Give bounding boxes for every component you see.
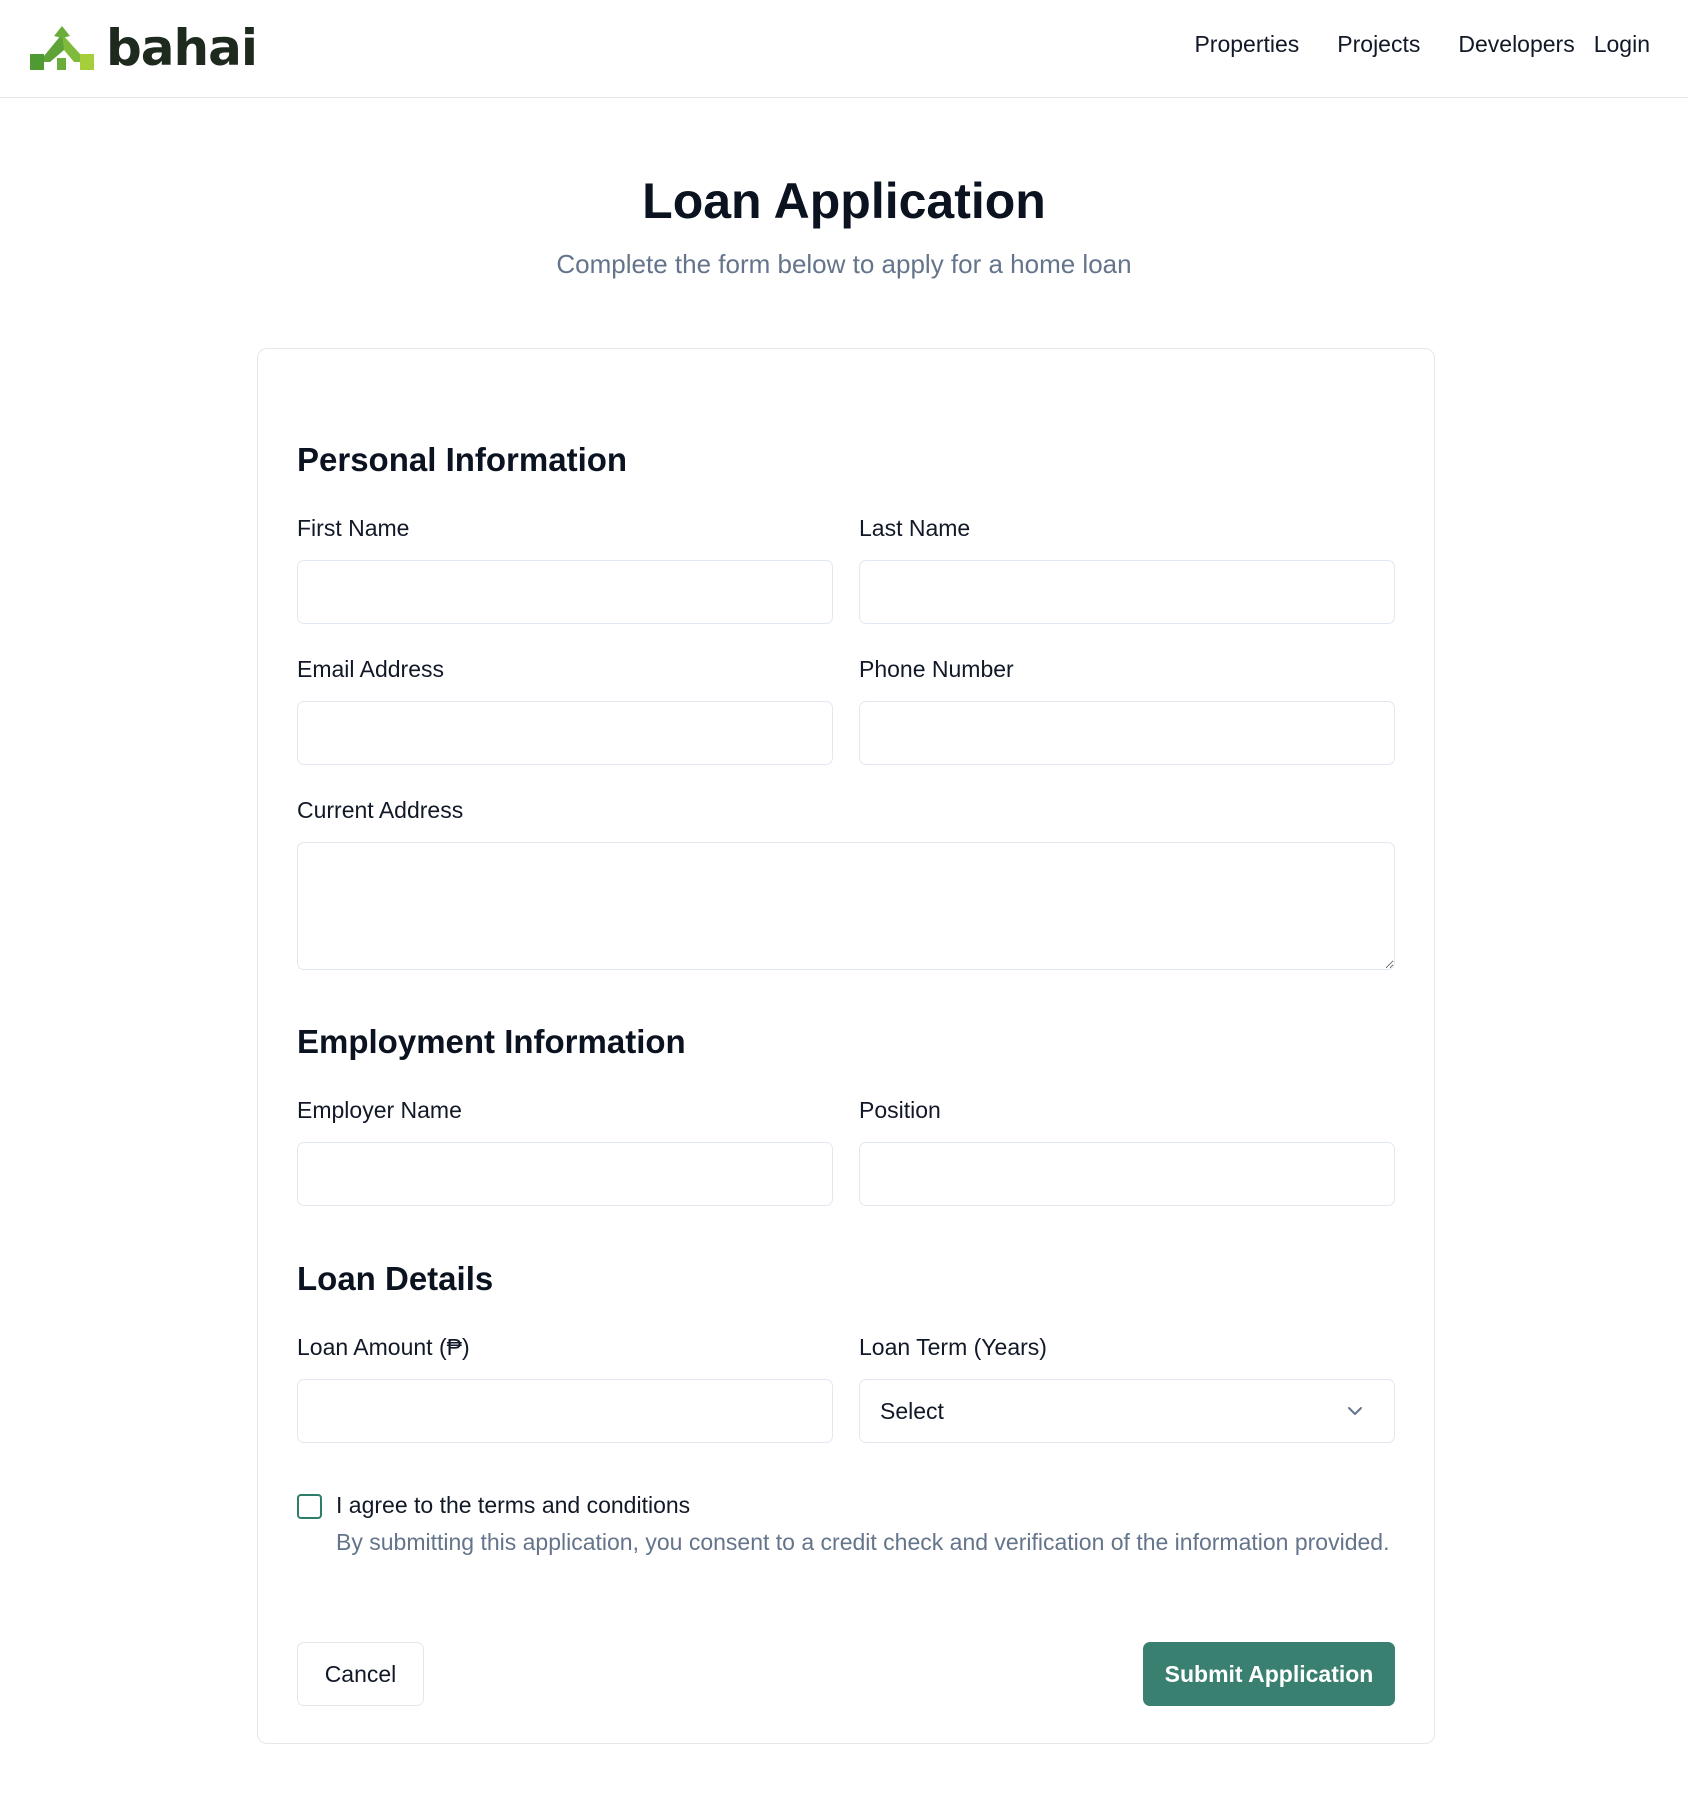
employer-input[interactable] <box>297 1142 833 1206</box>
terms-label[interactable]: I agree to the terms and conditions <box>336 1492 691 1518</box>
address-textarea[interactable] <box>297 842 1395 970</box>
last-name-label: Last Name <box>859 515 971 541</box>
phone-input[interactable] <box>859 701 1395 765</box>
loan-term-selected-value: Select <box>880 1397 944 1424</box>
loan-amount-label: Loan Amount (₱) <box>297 1334 470 1360</box>
section-title-employment: Employment Information <box>297 1023 686 1060</box>
position-input[interactable] <box>859 1142 1395 1206</box>
loan-term-label: Loan Term (Years) <box>859 1334 1047 1360</box>
position-label: Position <box>859 1097 941 1123</box>
cancel-button[interactable]: Cancel <box>297 1642 424 1706</box>
nav-projects[interactable]: Projects <box>1337 31 1421 57</box>
submit-application-button[interactable]: Submit Application <box>1143 1642 1395 1706</box>
first-name-label: First Name <box>297 515 410 541</box>
loan-term-select[interactable] <box>859 1379 1395 1443</box>
house-roof-icon <box>30 26 94 70</box>
consent-note: By submitting this application, you consent to a credit check and verification of the information provided. <box>336 1529 1390 1555</box>
loan-amount-input[interactable] <box>297 1379 833 1443</box>
top-navigation-bar <box>0 0 1688 98</box>
page-title: Loan Application <box>642 173 1046 229</box>
phone-label: Phone Number <box>859 656 1014 682</box>
brand-name: bahai <box>106 19 258 77</box>
chevron-down-icon <box>1346 1402 1364 1420</box>
address-label: Current Address <box>297 797 464 823</box>
section-title-loan: Loan Details <box>297 1260 494 1297</box>
loan-application-form <box>257 348 1435 1744</box>
main-nav <box>1194 31 1650 58</box>
nav-developers[interactable]: Developers <box>1458 31 1575 57</box>
section-title-personal: Personal Information <box>297 441 628 478</box>
terms-checkbox[interactable] <box>297 1494 322 1519</box>
employer-label: Employer Name <box>297 1097 462 1123</box>
email-input[interactable] <box>297 701 833 765</box>
nav-login[interactable]: Login <box>1593 31 1650 57</box>
page-subtitle: Complete the form below to apply for a home loan <box>556 249 1132 279</box>
last-name-input[interactable] <box>859 560 1395 624</box>
email-label: Email Address <box>297 656 445 682</box>
brand-logo[interactable] <box>30 19 258 77</box>
nav-properties[interactable]: Properties <box>1194 31 1300 57</box>
first-name-input[interactable] <box>297 560 833 624</box>
